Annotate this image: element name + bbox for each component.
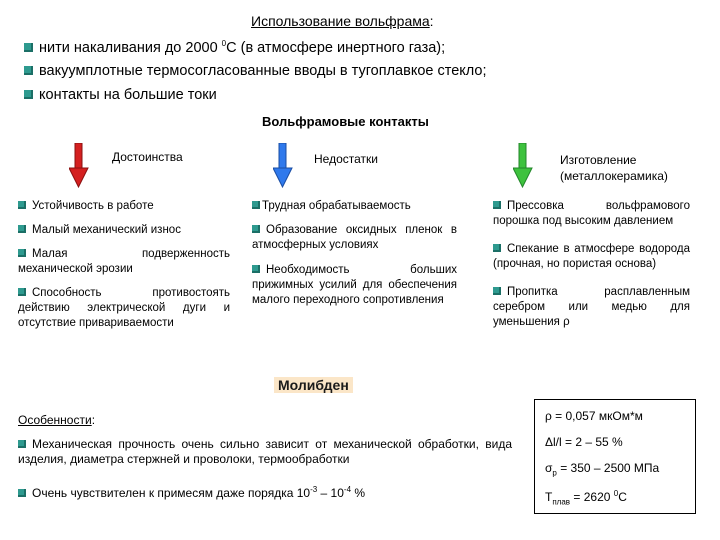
elongation-value: Δl/l = 2 – 55 % <box>545 435 623 449</box>
use-item-seals <box>24 63 487 79</box>
disadvantages-list <box>252 199 457 317</box>
bullet-icon <box>252 201 260 209</box>
red-down-arrow-icon <box>69 143 89 188</box>
use-text: вакуумплотные термосогласованные вводы в тугоплавкое стекло; <box>39 63 487 79</box>
bullet-icon <box>252 265 260 273</box>
bullet-icon <box>24 90 33 99</box>
disadvantage-text: Трудная обрабатываемость <box>262 200 411 212</box>
feature-item <box>18 482 512 501</box>
tungsten-use-title: Использование вольфрама <box>251 13 430 29</box>
use-item-contacts <box>24 87 217 103</box>
bullet-icon <box>493 287 501 295</box>
t-symbol: T <box>545 490 553 505</box>
use-item-filaments <box>24 39 445 56</box>
exponent: -4 <box>343 485 352 494</box>
manufacturing-text: Прессовка вольфрамового порошка под высоким давлением <box>493 200 690 227</box>
tungsten-use-heading <box>251 13 434 31</box>
disadvantage-item <box>252 223 457 253</box>
t-unit: С <box>618 490 627 505</box>
advantage-text: Малый механический износ <box>32 224 181 236</box>
disadvantage-item <box>252 199 457 214</box>
manufacturing-header-line1: Изготовление <box>560 153 637 167</box>
resistivity-value: ρ = 0,057 мкОм*м <box>545 409 643 423</box>
degree-sup: 0 <box>221 39 227 48</box>
manufacturing-text: Спекание в атмосфере водорода (прочная, но пористая основа) <box>493 243 690 270</box>
manufacturing-header-line2: (металлокерамика) <box>560 169 668 183</box>
sigma-symbol: σ <box>545 461 553 475</box>
t-subscript: плав <box>552 497 571 507</box>
bullet-icon <box>18 489 26 497</box>
features-colon: : <box>91 413 96 427</box>
exponent: -3 <box>310 485 318 494</box>
bullet-icon <box>493 201 501 209</box>
tungsten-contacts-title: Вольфрамовые контакты <box>262 114 429 129</box>
feature-text-tail: % <box>351 486 366 500</box>
bullet-icon <box>24 66 33 75</box>
manufacturing-item <box>493 199 690 229</box>
feature-item <box>18 437 512 467</box>
molybdenum-title: Молибден <box>274 377 353 393</box>
manufacturing-text: Пропитка расплавленным серебром или медью для уменьшения ρ <box>493 286 690 328</box>
features-label: Особенности <box>18 413 92 427</box>
blue-down-arrow-icon <box>273 143 293 188</box>
disadvantage-text: Необходимость больших прижимных усилий для обеспечения малого переходного сопротивления <box>252 264 457 306</box>
disadvantages-header: Недостатки <box>314 152 378 166</box>
disadvantage-text: Образование оксидных пленок в атмосферных условиях <box>252 224 457 251</box>
advantages-list <box>18 199 230 340</box>
tensile-strength-value <box>545 461 695 477</box>
advantages-header: Достоинства <box>112 150 183 164</box>
advantage-item <box>18 199 230 214</box>
manufacturing-header <box>560 152 668 184</box>
use-text-tail: С (в атмосфере инертного газа); <box>226 39 446 56</box>
bullet-icon <box>252 225 260 233</box>
feature-text-mid: – 10 <box>317 486 344 500</box>
manufacturing-list <box>493 199 690 339</box>
bullet-icon <box>493 244 501 252</box>
use-text: нити накаливания до 2000 <box>39 39 222 56</box>
bullet-icon <box>18 288 26 296</box>
sigma-value: = 350 – 2500 МПа <box>556 461 660 475</box>
bullet-icon <box>18 225 26 233</box>
advantage-text: Малая подверженность механической эрозии <box>18 248 230 275</box>
sigma-subscript: р <box>552 468 557 478</box>
advantage-text: Устойчивость в работе <box>32 200 154 212</box>
melting-point-value <box>545 489 695 506</box>
bullet-icon <box>18 440 26 448</box>
bullet-icon <box>18 249 26 257</box>
manufacturing-item <box>493 242 690 272</box>
bullet-icon <box>18 201 26 209</box>
advantage-item <box>18 223 230 238</box>
features-list <box>18 437 512 510</box>
advantage-item <box>18 286 230 331</box>
features-heading <box>18 413 95 427</box>
t-value: = 2620 <box>570 490 614 505</box>
disadvantage-item <box>252 263 457 308</box>
manufacturing-item <box>493 285 690 330</box>
bullet-icon <box>24 43 33 52</box>
title-colon: : <box>429 13 434 29</box>
use-text: контакты на большие токи <box>39 87 217 103</box>
green-down-arrow-icon <box>513 143 533 188</box>
advantage-text: Способность противостоять действию электрической дуги и отсутствие привариваемости <box>18 287 230 329</box>
molybdenum-title-wrap <box>274 377 353 395</box>
feature-text: Механическая прочность очень сильно зависит от механической обработки, вида изделия, диаметра стержней и проволоки, термообработки <box>18 437 512 466</box>
feature-text: Очень чувствителен к примесям даже порядка 10 <box>32 486 311 500</box>
degree-sup: 0 <box>613 489 619 499</box>
advantage-item <box>18 247 230 277</box>
properties-box <box>534 399 696 514</box>
